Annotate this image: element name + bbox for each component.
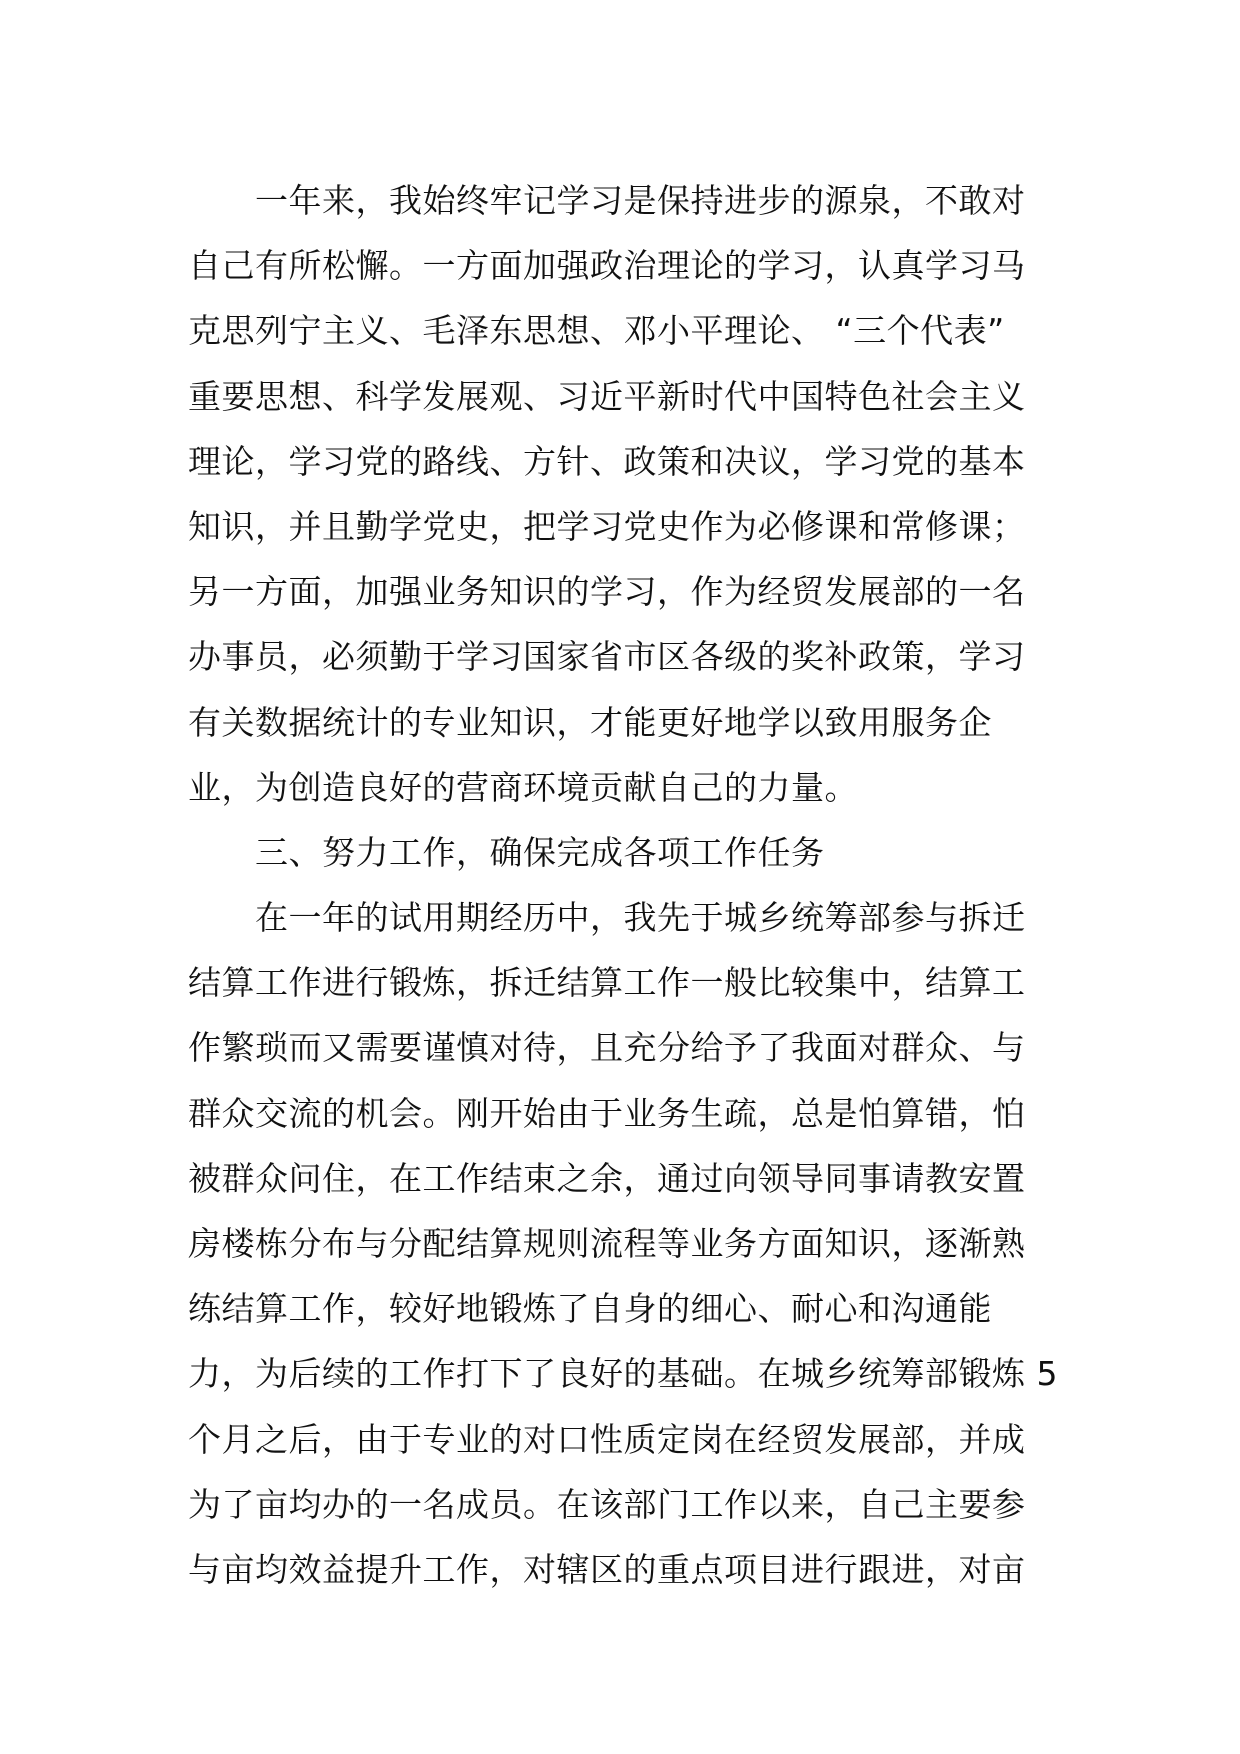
paragraph-line: 办事员，必须勤于学习国家省市区各级的奖补政策，学习 — [188, 637, 1026, 677]
paragraph-line: 群众交流的机会。刚开始由于业务生疏，总是怕算错，怕 — [188, 1093, 1026, 1133]
paragraph-line: 克思列宁主义、毛泽东思想、邓小平理论、 “三个代表” — [188, 311, 1005, 351]
paragraph-line: 与亩均效益提升工作，对辖区的重点项目进行跟进，对亩 — [188, 1549, 1026, 1589]
paragraph-line: 理论，学习党的路线、方针、政策和决议，学习党的基本 — [188, 441, 1026, 481]
paragraph-line: 自己有所松懈。一方面加强政治理论的学习，认真学习马 — [188, 246, 1026, 286]
paragraph-line: 知识，并且勤学党史，把学习党史作为必修课和常修课； — [188, 506, 1026, 546]
body-text — [188, 168, 1068, 1602]
paragraph-line: 练结算工作，较好地锻炼了自身的细心、耐心和沟通能 — [188, 1289, 992, 1329]
section-heading: 三、努力工作，确保完成各项工作任务 — [255, 832, 825, 872]
paragraph-line: 在一年的试用期经历中，我先于城乡统筹部参与拆迁 — [255, 898, 1026, 938]
paragraph-line: 被群众问住，在工作结束之余，通过向领导同事请教安置 — [188, 1158, 1026, 1198]
paragraph-line: 业，为创造良好的营商环境贡献自己的力量。 — [188, 767, 858, 807]
paragraph-line: 个月之后，由于专业的对口性质定岗在经贸发展部，并成 — [188, 1419, 1026, 1459]
paragraph-line: 结算工作进行锻炼，拆迁结算工作一般比较集中，结算工 — [188, 963, 1026, 1003]
paragraph-line: 有关数据统计的专业知识，才能更好地学以致用服务企 — [188, 702, 992, 742]
paragraph-line: 作繁琐而又需要谨慎对待，且充分给予了我面对群众、与 — [188, 1028, 1026, 1068]
paragraph-line: 重要思想、科学发展观、习近平新时代中国特色社会主义 — [188, 376, 1026, 416]
paragraph-line: 一年来，我始终牢记学习是保持进步的源泉，不敢对 — [255, 181, 1026, 220]
paragraph-line: 房楼栋分布与分配结算规则流程等业务方面知识，逐渐熟 — [188, 1224, 1026, 1263]
paragraph-line: 力，为后续的工作打下了良好的基础。在城乡统筹部锻炼 5 — [188, 1354, 1058, 1394]
paragraph-line: 另一方面，加强业务知识的学习，作为经贸发展部的一名 — [188, 572, 1026, 612]
paragraph-line: 为了亩均办的一名成员。在该部门工作以来，自己主要参 — [188, 1484, 1026, 1524]
